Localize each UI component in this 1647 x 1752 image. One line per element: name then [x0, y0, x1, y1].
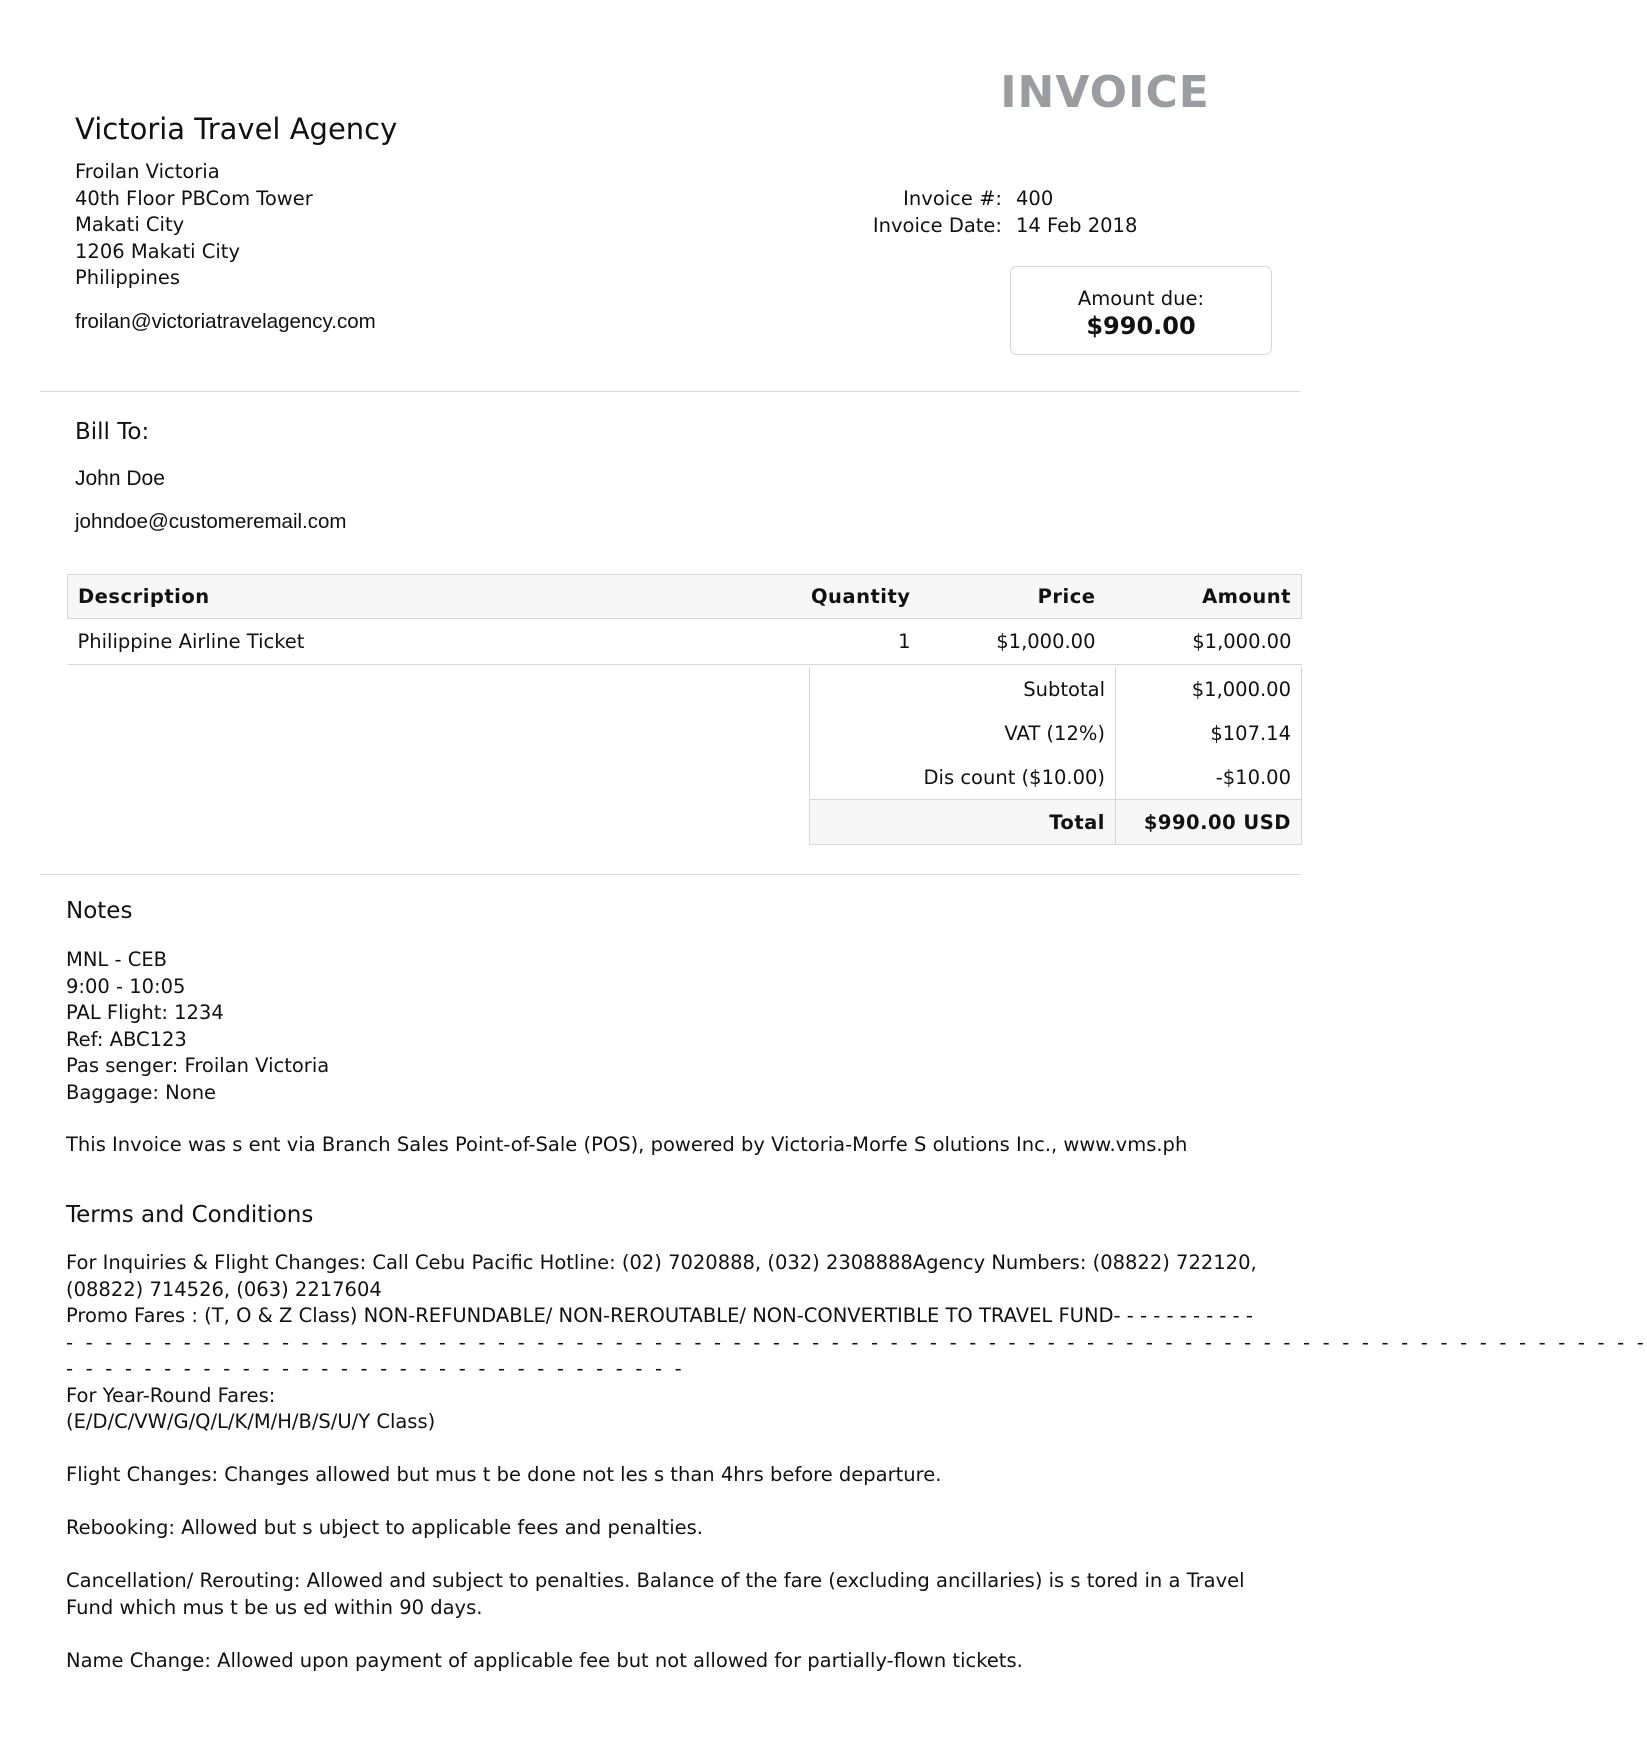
notes-body	[66, 947, 329, 1106]
bill-to-name: John Doe	[75, 467, 165, 490]
company-email: froilan@victoriatravelagency.com	[75, 310, 376, 333]
notes-line: Ref: ABC123	[66, 1027, 187, 1051]
notes-footer: This Invoice was s ent via Branch Sales Point-of-Sale (POS), powered by Victoria-Morfe S olutions Inc., www.vms.ph	[66, 1133, 1188, 1156]
terms-paragraph: Rebooking: Allowed but s ubject to applicable fees and penalties.	[66, 1516, 704, 1539]
invoice-heading: INVOICE	[1000, 67, 1210, 118]
terms-line: Promo Fares : (T, O & Z Class) NON-REFUNDABLE/ NON-REROUTABLE/ NON-CONVERTIBLE TO TRAVEL FUND- - - - - - - - - - -	[66, 1304, 1253, 1327]
terms-body	[66, 1250, 1647, 1674]
address-line: Makati City	[75, 213, 185, 236]
total-value: $990.00 USD	[1116, 800, 1302, 845]
divider	[40, 874, 1301, 875]
invoice-number-value: 400	[1016, 187, 1054, 210]
terms-title: Terms and Conditions	[66, 1202, 314, 1228]
bill-to-email: johndoe@customeremail.com	[75, 510, 347, 533]
column-header-price: Price	[921, 575, 1106, 619]
item-price: $1,000.00	[921, 619, 1106, 665]
subtotal-row	[810, 667, 1302, 711]
terms-line: - - - - - - - - - - - - - - - - - - - - - - - - - - - - - - - - - - - - - - - - - - - - - - - - - - - - - - - - - - - - - - - - - - - - - - - - - - - - - - - - -	[66, 1330, 1647, 1354]
discount-row	[810, 755, 1302, 800]
terms-paragraph: Name Change: Allowed upon payment of applicable fee but not allowed for partially-flown tickets.	[66, 1648, 1023, 1672]
notes-line: MNL - CEB	[66, 948, 168, 971]
column-header-amount: Amount	[1106, 575, 1302, 619]
line-items-table	[67, 574, 1302, 665]
column-header-description: Description	[68, 575, 734, 619]
divider	[40, 391, 1301, 392]
vat-row	[810, 711, 1302, 755]
terms-line: Fund which mus t be us ed within 90 days.	[66, 1595, 483, 1619]
invoice-date-value: 14 Feb 2018	[1016, 214, 1138, 237]
totals-table	[809, 667, 1302, 845]
terms-line: Cancellation/ Rerouting: Allowed and subject to penalties. Balance of the fare (excluding ancillaries) is s tored in a Travel	[66, 1569, 1245, 1592]
terms-line: For Year-Round Fares:	[66, 1383, 276, 1407]
notes-line: PAL Flight: 1234	[66, 1001, 224, 1024]
amount-due-box	[1010, 266, 1272, 355]
terms-line: For Inquiries & Flight Changes: Call Cebu Pacific Hotline: (02) 7020888, (032) 2308888Agency Numbers: (08822) 722120,	[66, 1251, 1257, 1274]
total-row	[810, 800, 1302, 845]
discount-value: -$10.00	[1116, 755, 1302, 800]
subtotal-value: $1,000.00	[1116, 667, 1302, 711]
invoice-date-label: Invoice Date:	[872, 214, 1002, 237]
item-amount: $1,000.00	[1106, 619, 1302, 665]
subtotal-label: Subtotal	[810, 667, 1116, 711]
terms-line: (E/D/C/VW/G/Q/L/K/M/H/B/S/U/Y Class)	[66, 1410, 436, 1433]
address-line: 40th Floor PBCom Tower	[75, 186, 313, 210]
table-header-row	[68, 575, 1302, 619]
address-line: Philippines	[75, 266, 181, 289]
item-quantity: 1	[734, 619, 921, 665]
discount-label: Dis count ($10.00)	[810, 755, 1116, 800]
amount-due-value: $990.00	[1086, 312, 1196, 340]
bill-to-label: Bill To:	[75, 419, 150, 445]
table-row	[68, 619, 1302, 665]
terms-line: - - - - - - - - - - - - - - - - - - - - - - - - - - - - - - - -	[66, 1357, 685, 1380]
amount-due-label: Amount due:	[1077, 287, 1205, 310]
vat-label: VAT (12%)	[810, 711, 1116, 755]
notes-line: 9:00 - 10:05	[66, 974, 186, 998]
address-line: 1206 Makati City	[75, 239, 240, 263]
notes-line: Pas senger: Froilan Victoria	[66, 1054, 330, 1077]
invoice-number-label: Invoice #:	[903, 187, 1002, 210]
total-label: Total	[810, 800, 1116, 845]
notes-line: Baggage: None	[66, 1080, 217, 1104]
terms-line: (08822) 714526, (063) 2217604	[66, 1277, 382, 1301]
notes-title: Notes	[66, 898, 133, 924]
item-description: Philippine Airline Ticket	[68, 619, 734, 665]
address-line: Froilan Victoria	[75, 160, 220, 183]
company-address	[75, 159, 313, 292]
column-header-quantity: Quantity	[734, 575, 921, 619]
vat-value: $107.14	[1116, 711, 1302, 755]
company-name: Victoria Travel Agency	[75, 112, 398, 146]
terms-paragraph: Flight Changes: Changes allowed but mus t be done not les s than 4hrs before departure.	[66, 1463, 942, 1486]
